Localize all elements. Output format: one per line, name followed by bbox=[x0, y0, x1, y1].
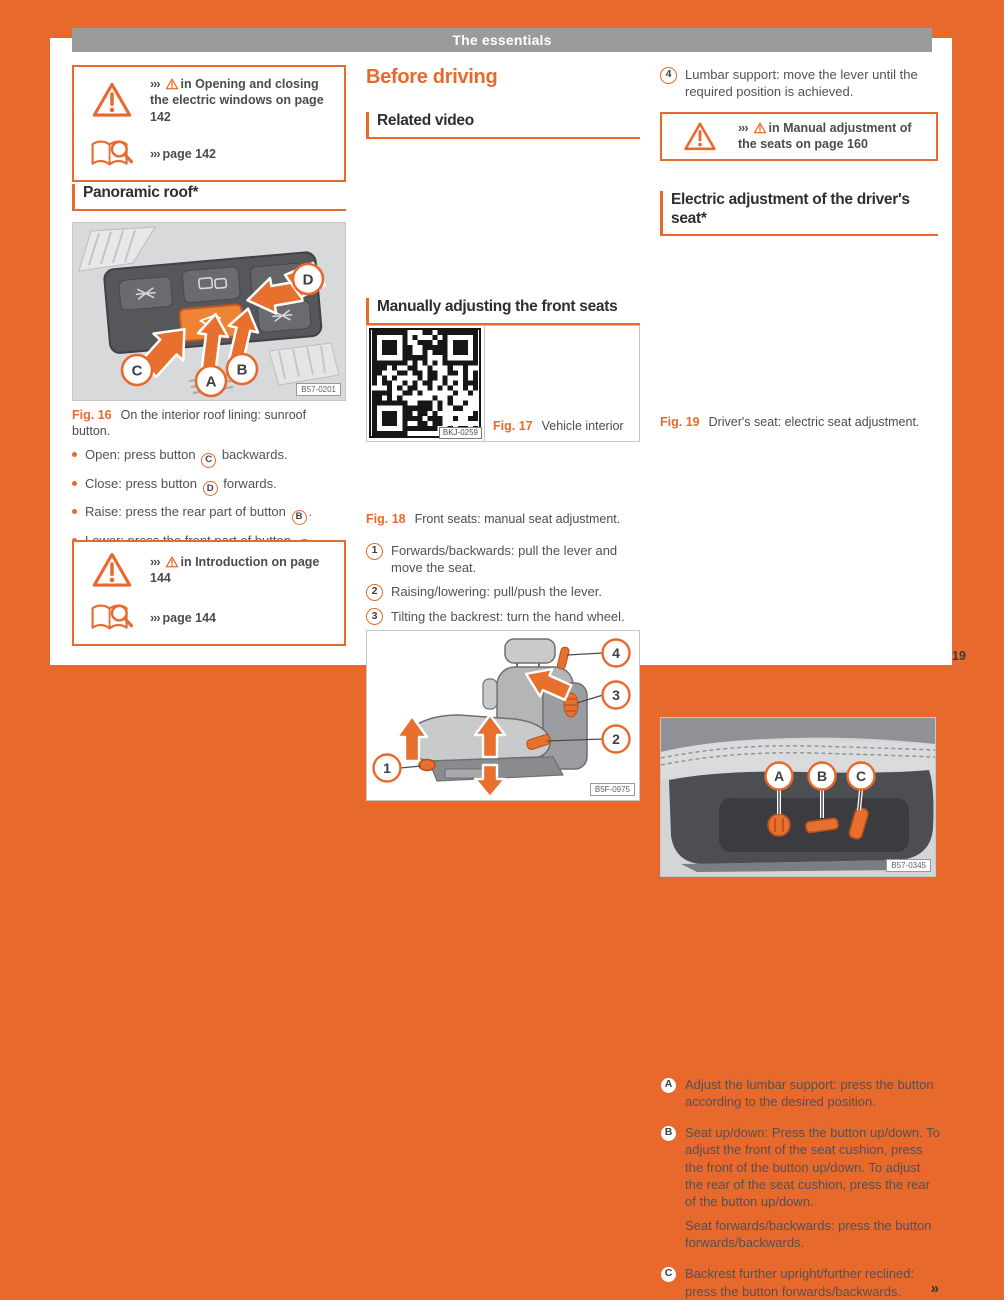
circled-number: 2 bbox=[366, 584, 383, 601]
step-4-item bbox=[660, 66, 938, 107]
book-search-icon bbox=[82, 601, 142, 635]
circled-number: 1 bbox=[366, 543, 383, 560]
warning-inline-icon bbox=[753, 122, 767, 134]
warning-inline-icon bbox=[165, 78, 179, 90]
circled-letter: D bbox=[203, 481, 218, 496]
figure-label: Fig. 18 bbox=[366, 512, 406, 526]
figure-16 bbox=[72, 222, 346, 401]
figure-17-caption: Fig. 17 Vehicle interior bbox=[493, 418, 624, 433]
figure-label: Fig. 17 bbox=[493, 418, 533, 433]
warning-triangle-icon bbox=[82, 551, 142, 589]
figure-18-caption: Fig. 18 Front seats: manual seat adjustment. bbox=[366, 512, 621, 526]
qr-frame bbox=[369, 328, 481, 438]
step-item: 1 Forwards/backwards: pull the lever and move the seat. bbox=[366, 542, 644, 576]
cross-reference-text: ››› page 142 bbox=[150, 146, 217, 161]
warning-box-introduction bbox=[72, 540, 346, 646]
figure-19-caption: Fig. 19 Driver's seat: electric seat adjustment. bbox=[660, 415, 920, 429]
lettered-item: C Backrest further upright/further reclined: press the button forwards/backwards. bbox=[660, 1265, 940, 1299]
figure-17 bbox=[366, 325, 640, 442]
book-search-icon bbox=[82, 137, 142, 171]
section-heading-panoramic-roof: Panoramic roof* bbox=[72, 184, 346, 211]
chapter-title: Before driving bbox=[366, 66, 498, 88]
figure-label: Fig. 16 bbox=[72, 408, 112, 422]
list-item: Open: press button C backwards. bbox=[72, 447, 346, 468]
step-item: 2 Raising/lowering: pull/push the lever. bbox=[366, 583, 644, 601]
figure-code: B57-0345 bbox=[886, 859, 931, 872]
lettered-item: A Adjust the lumbar support: press the button according to the desired position. bbox=[660, 1076, 940, 1117]
circled-number: 3 bbox=[366, 608, 383, 625]
circled-letter: B bbox=[292, 510, 307, 525]
page-number: 19 bbox=[952, 649, 966, 663]
svg-text:2: 2 bbox=[612, 731, 620, 747]
header-bar bbox=[72, 28, 932, 52]
fig16-roof-console-illustration bbox=[73, 223, 345, 400]
figure-16-caption: Fig. 16 On the interior roof lining: sunroof button. bbox=[72, 408, 307, 439]
circled-number: 4 bbox=[660, 67, 677, 84]
warning-box-windows bbox=[72, 65, 346, 182]
fig19-electric-seat-illustration bbox=[661, 718, 935, 876]
circled-letter: B bbox=[660, 1125, 677, 1142]
figure-label: Fig. 19 bbox=[660, 415, 700, 429]
svg-text:A: A bbox=[205, 373, 217, 391]
figure-code: B5F-0975 bbox=[590, 783, 635, 796]
electric-adjustment-items bbox=[660, 1076, 940, 1300]
svg-text:3: 3 bbox=[612, 687, 620, 703]
svg-text:C: C bbox=[131, 362, 143, 380]
section-heading-manual-seats: Manually adjusting the front seats bbox=[366, 298, 640, 325]
bullet-icon bbox=[72, 452, 77, 457]
warning-triangle-icon bbox=[670, 121, 730, 152]
svg-text:1: 1 bbox=[383, 760, 391, 776]
page-title: The essentials bbox=[452, 32, 552, 48]
figure-18 bbox=[366, 630, 640, 801]
continuation-marker: » bbox=[930, 1279, 938, 1297]
list-item: Raise: press the rear part of button B . bbox=[72, 504, 346, 525]
warning-box-manual-adjustment bbox=[660, 112, 938, 161]
fig18-manual-seat-illustration bbox=[367, 631, 639, 800]
step-item: 3 Tilting the backrest: turn the hand wheel. bbox=[366, 608, 644, 626]
cross-reference-text: ››› in Manual adjustment of the seats on page 160 bbox=[738, 121, 912, 152]
section-heading-electric-adjustment: Electric adjustment of the driver's seat* bbox=[660, 191, 938, 236]
section-heading-related-video: Related video bbox=[366, 112, 640, 139]
step-item: 4 Lumbar support: move the lever until the required position is achieved. bbox=[660, 66, 938, 100]
lettered-item: B Seat up/down: Press the button up/down. To adjust the front of the seat cushion, press the front of the button up/down. To adjust the rear of the seat cushion, press the rear of the button up/down. Seat forwards/backwards: press the button forwards/backwards. bbox=[660, 1124, 940, 1258]
figure-code: B57-0201 bbox=[296, 383, 341, 396]
figure-19 bbox=[660, 717, 936, 877]
qr-panel bbox=[367, 326, 485, 441]
circled-letter: C bbox=[660, 1266, 677, 1283]
qr-code bbox=[371, 330, 479, 436]
content-page bbox=[50, 38, 952, 1299]
qr-code-label: BKJ-0259 bbox=[439, 427, 482, 439]
svg-text:B: B bbox=[816, 768, 828, 784]
svg-text:4: 4 bbox=[612, 645, 620, 661]
svg-text:A: A bbox=[773, 768, 785, 784]
warning-triangle-icon bbox=[82, 81, 142, 119]
list-item: Close: press button D forwards. bbox=[72, 476, 346, 497]
cross-reference-text: ››› page 144 bbox=[150, 610, 217, 625]
cross-reference-text: ››› in Introduction on page 144 bbox=[150, 554, 320, 585]
svg-text:C: C bbox=[855, 768, 867, 784]
manual-adjustment-steps bbox=[366, 542, 644, 632]
cross-reference-text: ››› in Opening and closing the electric windows on page 142 bbox=[150, 77, 324, 124]
circled-letter: A bbox=[660, 1077, 677, 1094]
circled-letter: C bbox=[201, 453, 216, 468]
warning-inline-icon bbox=[165, 556, 179, 568]
bullet-icon bbox=[72, 509, 77, 514]
svg-text:B: B bbox=[236, 361, 248, 379]
svg-text:D: D bbox=[302, 271, 314, 289]
bullet-icon bbox=[72, 481, 77, 486]
